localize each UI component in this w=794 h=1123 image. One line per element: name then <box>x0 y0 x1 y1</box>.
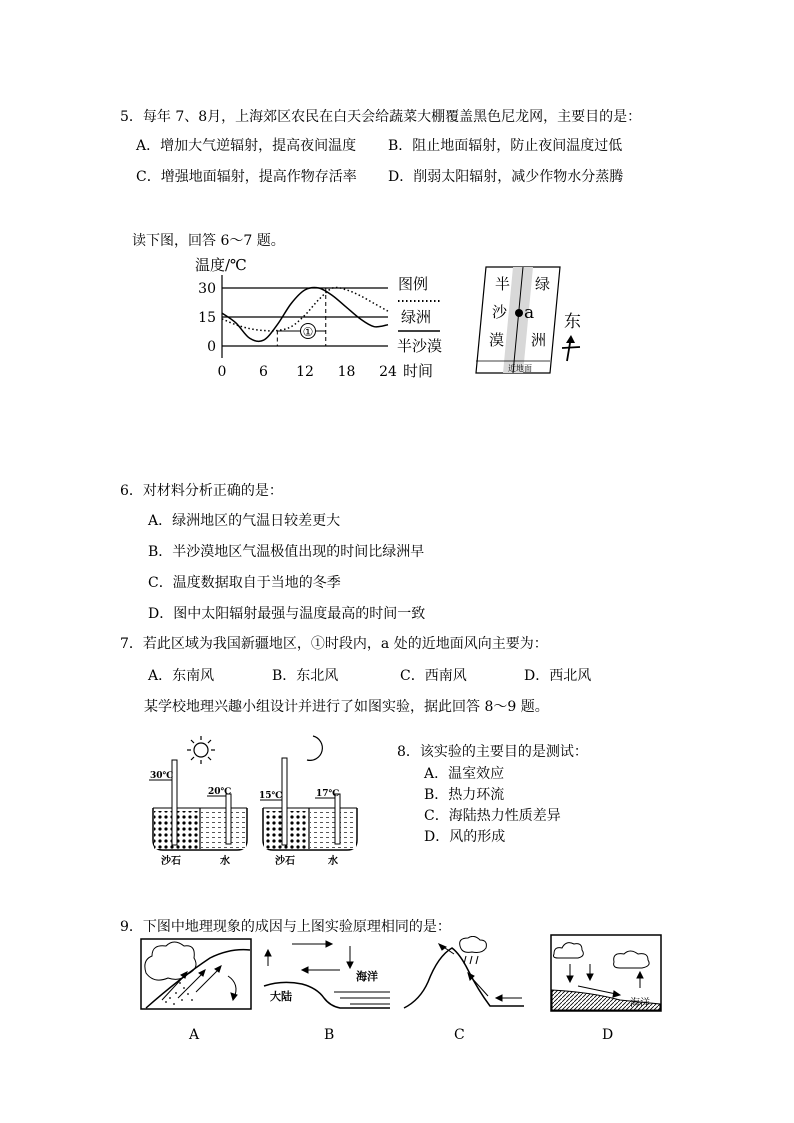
sea-lines <box>334 992 390 1004</box>
q5-option-b: B．阻止地面辐射，防止夜间温度过低 <box>388 138 623 154</box>
q5-option-a: A．增加大气逆辐射，提高夜间温度 <box>136 138 357 154</box>
region-map <box>476 267 560 373</box>
q8-option-c: C．海陆热力性质差异 <box>424 808 561 824</box>
ytick-30: 30 <box>198 281 216 297</box>
figure-9c-label: C <box>454 1027 465 1043</box>
q7-option-b: B．东北风 <box>272 668 339 684</box>
sun-icon <box>187 736 215 764</box>
legend-desert: 半沙漠 <box>397 337 443 355</box>
night-container <box>260 758 357 850</box>
figure-9d-sea: 海洋 <box>630 998 650 1009</box>
moon-icon <box>307 736 322 760</box>
q6-option-a: A．绿洲地区的气温日较差更大 <box>148 513 341 529</box>
map-label-mo: 漠 <box>489 331 505 349</box>
map-label-a: a <box>524 303 535 323</box>
figure-9a-label: A <box>189 1027 200 1043</box>
figure-9c <box>402 936 526 1012</box>
xtick-18: 18 <box>337 364 356 380</box>
q6-option-c: C．温度数据取自于当地的冬季 <box>148 575 341 591</box>
intro-8-9: 某学校地理兴趣小组设计并进行了如图实验，据此回答 8～9 题。 <box>144 699 549 715</box>
airflow-arrows <box>265 941 353 973</box>
figure-9b-land: 大陆 <box>270 990 292 1003</box>
ytick-0: 0 <box>207 339 216 355</box>
cloud-right-icon <box>614 951 650 968</box>
night-thermometer-water <box>335 794 340 844</box>
day-thermometer-water <box>226 794 231 844</box>
rain-lines <box>464 956 478 964</box>
figure-9a <box>140 938 252 1010</box>
q6-option-d: D．图中太阳辐射最强与温度最高的时间一致 <box>148 606 426 622</box>
day-water-label: 水 <box>220 856 230 867</box>
figure-9d-label: D <box>602 1027 614 1043</box>
day-sand-temp: 30℃ <box>150 771 174 781</box>
figure-9b <box>262 936 392 1012</box>
night-water-label: 水 <box>328 856 338 867</box>
map-label-lv: 绿 <box>535 275 551 293</box>
map-label-zhou: 洲 <box>531 331 547 349</box>
north-east-arrow-icon <box>562 335 580 361</box>
q7-option-d: D．西北风 <box>524 668 592 684</box>
map-label-near: 近地面 <box>508 364 532 373</box>
q8-stem: 8．该实验的主要目的是测试： <box>397 744 588 760</box>
q6-stem: 6．对材料分析正确的是： <box>120 483 283 499</box>
direction-east-label: 东 <box>564 312 581 332</box>
intro-6-7: 读下图，回答 6～7 题。 <box>132 233 285 249</box>
q7-stem: 7．若此区域为我国新疆地区，①时段内，a 处的近地面风向主要为： <box>120 636 548 652</box>
chart-grid <box>222 275 388 358</box>
q5-option-d: D．削弱太阳辐射，减少作物水分蒸腾 <box>388 169 624 185</box>
night-water-fill <box>310 811 356 849</box>
q6-option-b: B．半沙漠地区气温极值出现的时间比绿洲早 <box>148 544 425 560</box>
temperature-figure <box>190 255 590 385</box>
q7-option-a: A．东南风 <box>148 668 215 684</box>
chart-ylabel: 温度/℃ <box>195 256 247 274</box>
night-water-temp: 17℃ <box>316 789 340 799</box>
ytick-15: 15 <box>198 310 216 326</box>
day-water-fill <box>201 811 246 849</box>
xtick-6: 6 <box>259 364 268 380</box>
q8-option-b: B．热力环流 <box>424 787 505 803</box>
experiment-figure <box>145 730 375 870</box>
legend-title: 图例 <box>398 275 429 293</box>
period-marker: ① <box>302 325 314 339</box>
q7-option-c: C．西南风 <box>400 668 467 684</box>
day-water-temp: 20℃ <box>208 787 232 797</box>
q5-option-c: C．增强地面辐射，提高作物存活率 <box>136 169 357 185</box>
night-sand-label: 沙石 <box>275 856 295 867</box>
figure-9d <box>550 934 664 1014</box>
night-thermometer-sand <box>282 758 287 845</box>
map-label-ban: 半 <box>495 275 511 293</box>
xtick-12: 12 <box>296 364 314 380</box>
mountain-outline <box>404 948 524 1008</box>
chart-xlabel: 时间 <box>403 362 434 380</box>
q8-option-d: D．风的形成 <box>424 829 506 845</box>
map-label-sha: 沙 <box>492 303 508 321</box>
q8-option-a: A．温室效应 <box>424 766 505 782</box>
cloud-icon <box>460 936 487 952</box>
xtick-24: 24 <box>379 364 397 380</box>
map-point-a <box>515 309 523 317</box>
figure-9b-label: B <box>324 1027 335 1043</box>
q5-stem: 5．每年 7、8月，上海郊区农民在白天会给蔬菜大棚覆盖黑色尼龙网，主要目的是： <box>120 109 642 125</box>
xtick-0: 0 <box>217 364 227 380</box>
q9-stem: 9．下图中地理现象的成因与上图实验原理相同的是： <box>120 919 451 935</box>
figure-9b-sea: 海洋 <box>356 970 378 983</box>
legend-oasis: 绿洲 <box>401 308 432 326</box>
day-sand-label: 沙石 <box>161 856 181 867</box>
night-sand-temp: 15℃ <box>259 791 283 801</box>
